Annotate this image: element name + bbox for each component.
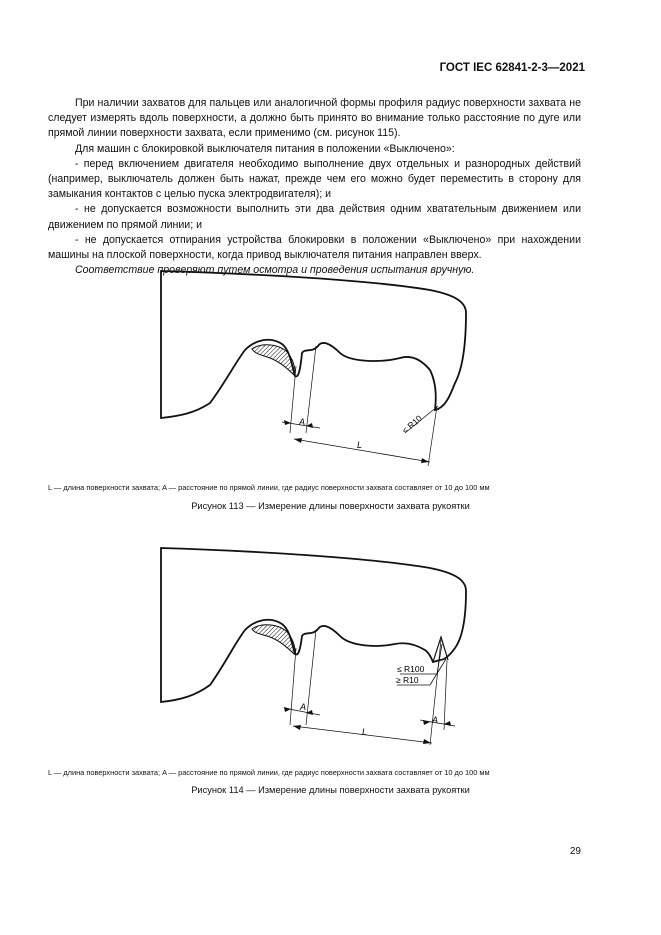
figure-113-legend: L — длина поверхности захвата; A — расстояние по прямой линии, где радиус поверхности захвата составляет от 10 до 100 мм	[48, 483, 490, 492]
hatched-grip	[252, 625, 295, 654]
hatched-grip	[252, 345, 295, 375]
paragraph: - не допускается возможности выполнить эти два действия одним хватательным движением или движением по прямой линии; и	[48, 203, 581, 231]
figure-114-legend: L — длина поверхности захвата; A — расстояние по прямой линии, где радиус поверхности захвата составляет от 10 до 100 мм	[48, 768, 490, 777]
handle-outline	[161, 271, 466, 418]
paragraph: Для машин с блокировкой выключателя питания в положении «Выключено»:	[75, 142, 455, 155]
body-text	[48, 96, 581, 278]
label-l: L	[362, 727, 368, 737]
label-r100: ≤ R100	[397, 664, 425, 674]
paragraph-compliance: Соответствие проверяют путем осмотра и проведения испытания вручную.	[75, 264, 475, 277]
handle-drawing-113	[0, 258, 661, 468]
figure-113	[0, 258, 661, 468]
paragraph: - перед включением двигателя необходимо выполнение двух отдельных и разнородных действий (например, выключатель должен быть нажат, прежде чем его можно будет переместить в сторону для замыкания контактов с целью пуска электродвигателя); и	[48, 157, 581, 201]
label-a: A	[299, 417, 306, 427]
figure-113-caption: Рисунок 113 — Измерение длины поверхности захвата рукоятки	[191, 501, 470, 511]
label-r10: ≥ R10	[396, 675, 419, 685]
figure-114	[0, 540, 661, 750]
paragraph: - не допускается отпирания устройства блокировки в положении «Выключено» при нахождении машины на плоской поверхности, когда привод выключателя питания направлен вверх.	[48, 233, 581, 262]
paragraph: При наличии захватов для пальцев или аналогичной формы профиля радиус поверхности захвата не следует измерять вдоль поверхности, а должно быть принято во внимание только расстояние по дуге или прямой линии поверхности захвата, если применимо (см. рисунок 115).	[48, 97, 581, 140]
page-number: 29	[569, 846, 581, 857]
figure-114-caption: Рисунок 114 — Измерение длины поверхности захвата рукоятки	[191, 785, 470, 795]
label-l: L	[357, 440, 363, 450]
label-a-right: A	[432, 715, 439, 725]
document-header: ГОСТ IEC 62841-2-3—2021	[439, 62, 585, 74]
label-a-left: A	[300, 702, 307, 712]
label-r10: < R10	[399, 413, 424, 436]
handle-drawing-114	[0, 540, 661, 750]
handle-outline	[161, 548, 466, 702]
